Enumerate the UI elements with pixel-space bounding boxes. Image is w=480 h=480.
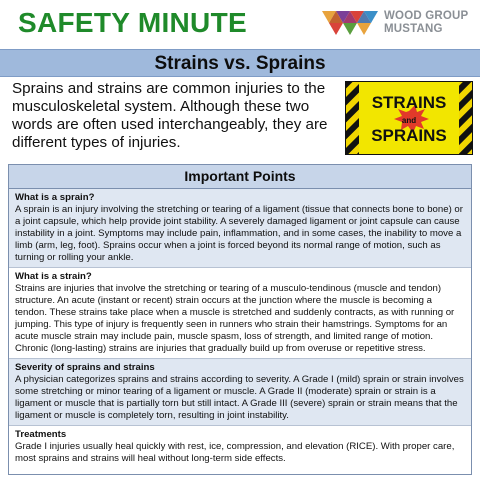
important-points-box [8,164,472,475]
section-treatments [9,426,471,468]
section-title: What is a sprain? [15,192,95,203]
page-title: SAFETY MINUTE [18,7,247,38]
intro-paragraph: Sprains and strains are common injuries to the musculoskeletal system. Although these two words are often used interchangeably, they are different types of injuries. [12,80,328,151]
section-body: Strains are injuries that involve the stretching or tearing of a musculo-tendinous (muscle and tendon) structure. An acute (instant or recent) strain occurs at the junction where the muscle is becoming a tendon. These strains take place when a muscle is stretched and suddenly contracts, as with running or jumping. This type of injury is frequently seen in runners who strain their hamstrings. Symptoms for an acute muscle strain may include pain, muscle spasm, loss of strength, and limited range of motion. Chronic (long-lasting) strains are injuries that gradually build up from overuse or repetitive stress. [15,283,455,354]
section-sprain [9,189,471,268]
section-title: What is a strain? [15,271,92,282]
company-name [384,10,468,36]
company-name-line2: MUSTANG [384,23,443,35]
section-body: A sprain is an injury involving the stretching or tearing of a ligament (tissue that connects bone to bone) or a joint capsule, which help provide joint stability. A severely damaged ligament or joint capsule can cause instability in a joint. Symptoms may include pain, inflammation, and in some cases, the inability to move a limb (arm, leg, foot). Sprains occur when a joint is forced beyond its normal range of motion, such as turning or rolling your ankle. [15,204,463,263]
section-title: Severity of sprains and strains [15,362,155,373]
section-body: Grade I injuries usually heal quickly with rest, ice, compression, and elevation (RICE). With proper care, most sprains and strains will heal without long-term side effects. [15,441,455,464]
section-severity [9,359,471,426]
company-name-line1: WOOD GROUP [384,10,469,22]
wood-group-logo [322,11,378,35]
strains-and-sprains-badge [345,81,473,155]
badge-line2: and [401,116,417,125]
subtitle-bar [0,49,480,77]
badge-line1: STRAINS [371,93,447,112]
important-points-heading: Important Points [9,165,471,189]
header [0,0,480,46]
subtitle: Strains vs. Sprains [154,53,326,74]
badge-line3: SPRAINS [371,126,447,145]
section-body: A physician categorizes sprains and strains according to severity. A Grade I (mild) sprain or strain involves some stretching or minor tearing of a ligament or muscle. A Grade II (moderate) sprain or strain is a ligament or muscle that is partially torn but still intact. A Grade III (severe) sprain or strain means that the ligament or muscle is completely torn, resulting in joint instability. [15,374,464,421]
section-title: Treatments [15,429,67,440]
section-strain [9,268,471,359]
